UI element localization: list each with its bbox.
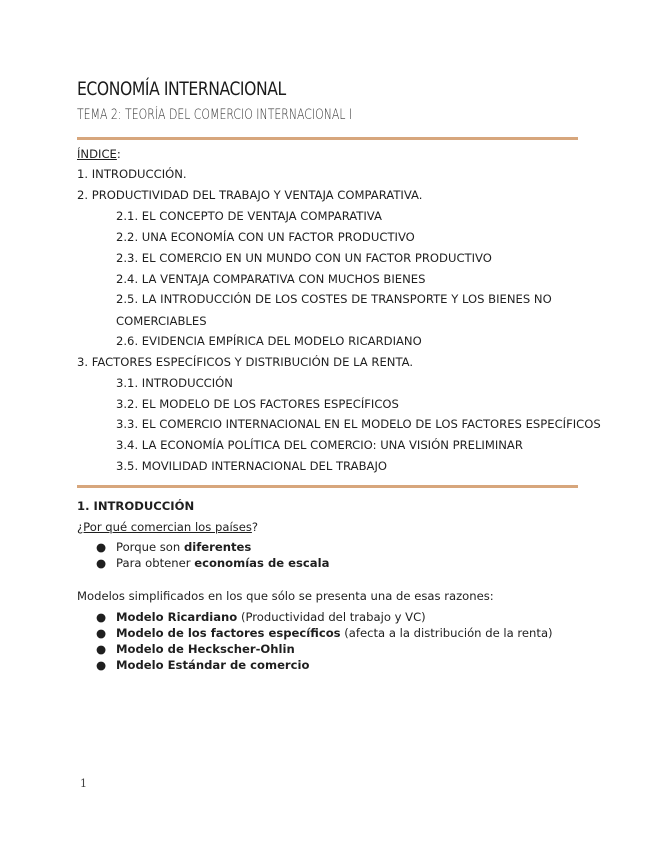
reason-prefix: Porque son xyxy=(116,540,184,554)
index-heading: ÍNDICE xyxy=(77,147,117,161)
index-subitem: 2.2. UNA ECONOMÍA CON UN FACTOR PRODUCTIVO xyxy=(116,230,415,244)
index-subitem: 3.3. EL COMERCIO INTERNACIONAL EN EL MODELO DE LOS FACTORES ESPECÍFICOS xyxy=(116,417,601,431)
bullet-icon: ● xyxy=(96,610,107,624)
reason-prefix: Para obtener xyxy=(116,556,195,570)
index-subitem: 2.3. EL COMERCIO EN UN MUNDO CON UN FACTOR PRODUCTIVO xyxy=(116,251,492,265)
index-item: 3. FACTORES ESPECÍFICOS Y DISTRIBUCIÓN DE LA RENTA. xyxy=(77,355,414,369)
reason-bold: diferentes xyxy=(183,540,252,554)
index-heading-colon: : xyxy=(116,147,121,161)
model-item xyxy=(116,642,295,656)
index-subitem: 2.5. LA INTRODUCCIÓN DE LOS COSTES DE TRANSPORTE Y LOS BIENES NO xyxy=(116,292,552,306)
bullet-icon: ● xyxy=(96,626,107,640)
model-item xyxy=(116,658,309,672)
document-subtitle: TEMA 2: TEORÍA DEL COMERCIO INTERNACIONAL I xyxy=(77,107,353,123)
index-subitem: 3.4. LA ECONOMÍA POLÍTICA DEL COMERCIO: UNA VISIÓN PRELIMINAR xyxy=(116,438,523,452)
divider-section xyxy=(77,485,578,488)
section-question xyxy=(77,520,258,534)
index-subitem-continuation: COMERCIABLES xyxy=(116,314,207,328)
bullet-icon: ● xyxy=(96,556,107,570)
model-note: (Productividad del trabajo y VC) xyxy=(237,610,426,624)
bullet-icon: ● xyxy=(96,642,107,656)
question-text: ¿Por qué comercian los países xyxy=(77,520,252,534)
bullet-icon: ● xyxy=(96,658,107,672)
model-item xyxy=(116,626,553,640)
index-heading-line xyxy=(77,147,121,161)
model-name: Modelo de Heckscher-Ohlin xyxy=(116,642,295,656)
reason-item xyxy=(116,556,329,570)
page-number: 1 xyxy=(80,777,87,790)
divider-top xyxy=(77,137,578,140)
model-item xyxy=(116,610,426,624)
model-name: Modelo de los factores específicos xyxy=(116,626,341,640)
bullet-icon: ● xyxy=(96,540,107,554)
model-name: Modelo Ricardiano xyxy=(116,610,238,624)
index-subitem: 3.5. MOVILIDAD INTERNACIONAL DEL TRABAJO xyxy=(116,459,387,473)
reason-item xyxy=(116,540,251,554)
models-intro: Modelos simplificados en los que sólo se presenta una de esas razones: xyxy=(77,589,494,603)
model-name: Modelo Estándar de comercio xyxy=(116,658,310,672)
index-subitem: 3.2. EL MODELO DE LOS FACTORES ESPECÍFICOS xyxy=(116,397,399,411)
index-subitem: 2.6. EVIDENCIA EMPÍRICA DEL MODELO RICARDIANO xyxy=(116,334,422,348)
index-subitem: 2.4. LA VENTAJA COMPARATIVA CON MUCHOS BIENES xyxy=(116,272,426,286)
document-title: ECONOMÍA INTERNACIONAL xyxy=(77,78,286,100)
index-subitem: 3.1. INTRODUCCIÓN xyxy=(116,376,233,390)
index-item: 1. INTRODUCCIÓN. xyxy=(77,167,187,181)
index-item: 2. PRODUCTIVIDAD DEL TRABAJO Y VENTAJA COMPARATIVA. xyxy=(77,188,423,202)
index-subitem: 2.1. EL CONCEPTO DE VENTAJA COMPARATIVA xyxy=(116,209,382,223)
section-heading: 1. INTRODUCCIÓN xyxy=(77,499,195,513)
reason-bold: economías de escala xyxy=(194,556,330,570)
model-note: (afecta a la distribución de la renta) xyxy=(340,626,553,640)
question-mark: ? xyxy=(251,520,259,534)
